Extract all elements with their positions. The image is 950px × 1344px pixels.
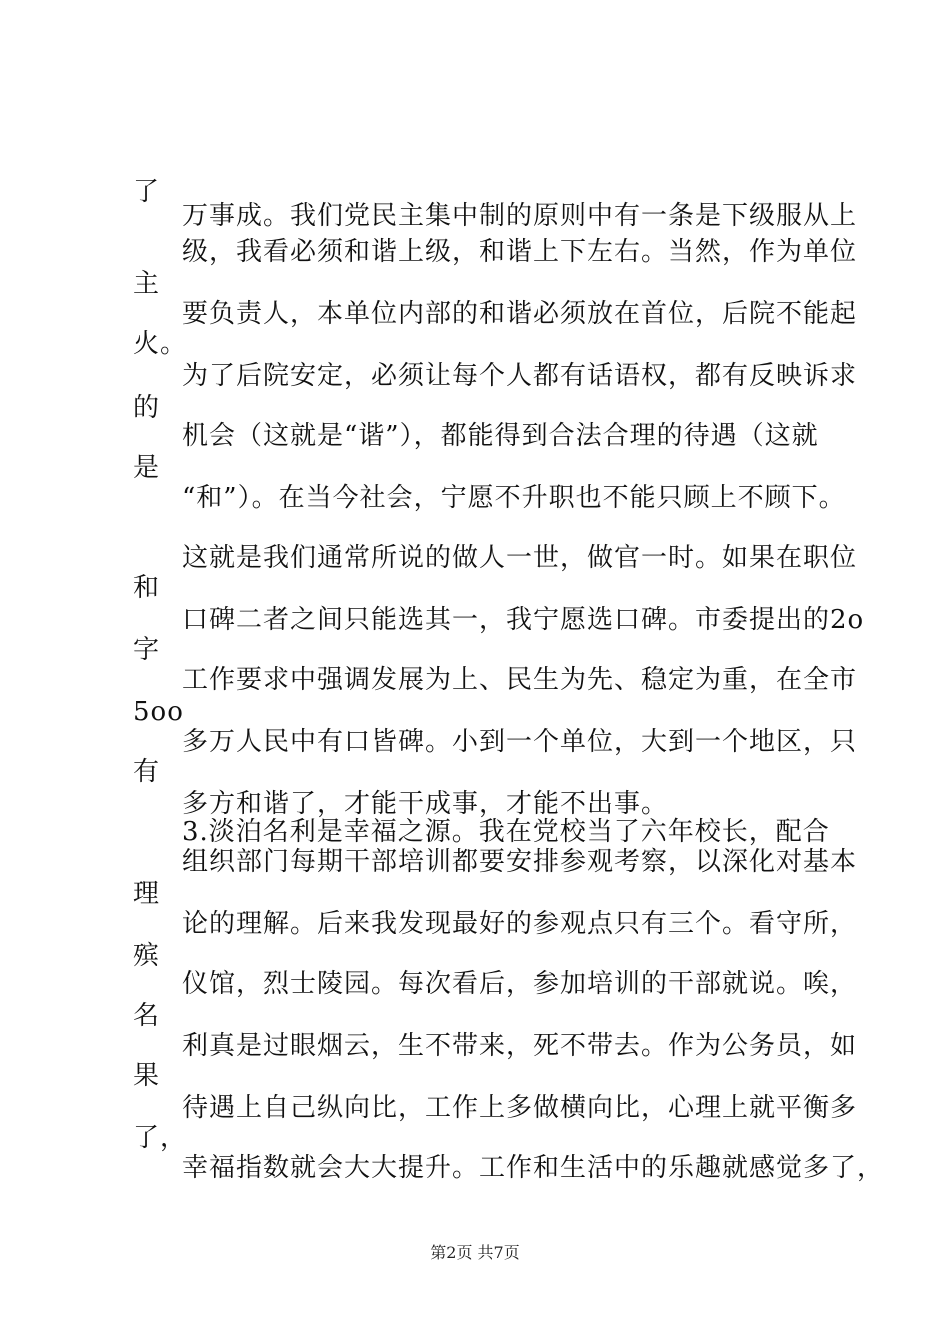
- text-line: 是: [133, 453, 161, 483]
- text-line: 5oo: [133, 697, 184, 727]
- text-line: 殡: [133, 941, 161, 971]
- text-line: 论的理解。后来我发现最好的参观点只有三个。看守所，: [182, 909, 858, 939]
- text-line: 名: [133, 1001, 161, 1031]
- text-line: 级，我看必须和谐上级，和谐上下左右。当然，作为单位: [182, 237, 858, 267]
- text-line: 万事成。我们党民主集中制的原则中有一条是下级服从上: [182, 201, 858, 231]
- text-line: 口碑二者之间只能选其一，我宁愿选口碑。市委提出的2o: [182, 605, 865, 635]
- text-line: 主: [133, 269, 161, 299]
- text-line: 要负责人，本单位内部的和谐必须放在首位，后院不能起: [182, 299, 858, 329]
- text-line: 有: [133, 757, 161, 787]
- text-line: 多万人民中有口皆碑。小到一个单位，大到一个地区，只: [182, 727, 858, 757]
- page-number-footer: 第2页 共7页: [430, 1243, 520, 1262]
- text-line: 机会（这就是“谐”），都能得到合法合理的待遇（这就: [182, 421, 819, 451]
- text-line: 了: [133, 177, 161, 207]
- text-line: 幸福指数就会大大提升。工作和生活中的乐趣就感觉多了，: [182, 1153, 885, 1183]
- text-line: 理: [133, 879, 161, 909]
- text-line: 这就是我们通常所说的做人一世，做官一时。如果在职位: [182, 543, 858, 573]
- text-line: 仪馆，烈士陵园。每次看后，参加培训的干部就说。唉，: [182, 969, 858, 999]
- text-line: 工作要求中强调发展为上、民生为先、稳定为重，在全市: [182, 665, 858, 695]
- text-line: 为了后院安定，必须让每个人都有话语权，都有反映诉求: [182, 361, 858, 391]
- text-line: 3.淡泊名利是幸福之源。我在党校当了六年校长，配合: [182, 817, 830, 847]
- text-line: 多方和谐了，才能干成事，才能不出事。: [182, 789, 669, 819]
- text-line: 的: [133, 393, 161, 423]
- text-line: 待遇上自己纵向比，工作上多做横向比，心理上就平衡多: [182, 1093, 858, 1123]
- text-line: 组织部门每期干部培训都要安排参观考察，以深化对基本: [182, 847, 858, 877]
- text-line: “和”）。在当今社会，宁愿不升职也不能只顾上不顾下。: [182, 483, 846, 513]
- text-line: 火。: [133, 329, 188, 359]
- text-line: 果: [133, 1061, 161, 1091]
- text-line: 了，: [133, 1123, 188, 1153]
- text-line: 字: [133, 635, 161, 665]
- text-line: 和: [133, 573, 161, 603]
- text-line: 利真是过眼烟云，生不带来，死不带去。作为公务员，如: [182, 1031, 858, 1061]
